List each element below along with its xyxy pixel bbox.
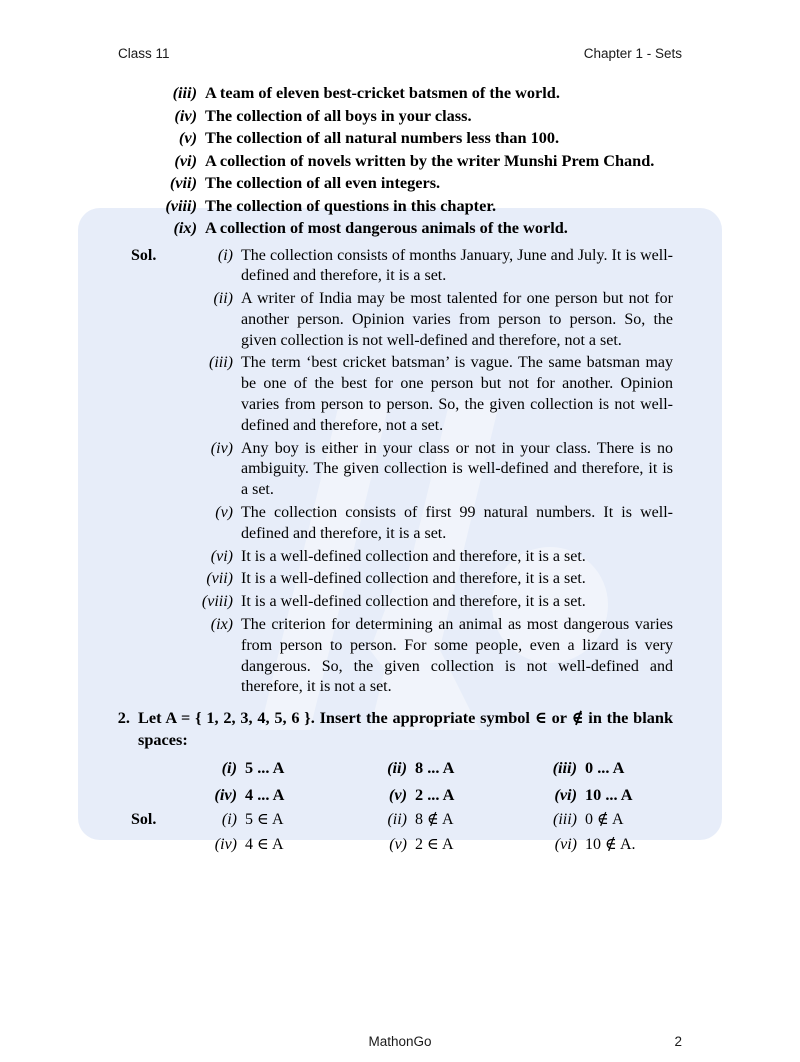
question-item-marker: (vii) xyxy=(169,173,197,192)
grid-cell-marker: (i) xyxy=(221,757,237,777)
header-chapter-label: Chapter 1 - Sets xyxy=(583,46,682,61)
grid-row xyxy=(0,755,800,782)
question-item-marker: (viii) xyxy=(165,195,197,215)
question2-text: Let A = { 1, 2, 3, 4, 5, 6 }. Insert the appropriate symbol ∈ or ∉ in the blank spaces: xyxy=(138,708,673,750)
grid-cells xyxy=(185,782,800,807)
grid-cell-marker: (ii) xyxy=(387,811,407,829)
question-item-text: A collection of novels written by the writer Munshi Prem Chand. xyxy=(205,150,655,170)
solution-item-marker: (viii) xyxy=(201,593,233,611)
question-item-marker: (iii) xyxy=(172,83,197,102)
question-item xyxy=(0,150,800,172)
solution-item xyxy=(0,592,800,613)
question2-row xyxy=(0,707,800,751)
grid-cell-body: 2 ... A xyxy=(415,784,455,804)
solution-item xyxy=(0,289,800,351)
solution-item-marker: (vi) xyxy=(210,547,233,565)
grid-cells xyxy=(185,833,800,858)
grid-cell-marker: (v) xyxy=(388,784,407,804)
solution-item-marker: (i) xyxy=(217,246,233,264)
grid-cell xyxy=(525,755,695,780)
solution-item-text: It is a well-defined collection and therefore, it is a set. xyxy=(241,547,586,565)
grid-cell-body: 0 ∉ A xyxy=(585,811,624,829)
grid-cell-body: 0 ... A xyxy=(585,757,625,777)
solution-item-text: The criterion for determining an animal as most dangerous varies from person to person. For some people, even a lizard is very dangerous. So, the given collection is not well-defined and therefore, it is not a set. xyxy=(241,616,673,696)
grid-cell-marker: (iii) xyxy=(553,811,577,829)
grid-cell xyxy=(525,808,695,833)
grid-row xyxy=(0,782,800,809)
solution-item xyxy=(0,353,800,436)
solution-item-text: It is a well-defined collection and therefore, it is a set. xyxy=(241,570,586,588)
question2-block xyxy=(0,707,800,751)
grid-cell xyxy=(185,755,355,780)
solution-item-marker: (v) xyxy=(215,504,233,522)
grid-cell-marker: (v) xyxy=(389,836,407,854)
question-item-marker: (ix) xyxy=(173,218,197,237)
grid-cell-marker: (iii) xyxy=(552,757,577,777)
solution1-list xyxy=(0,246,800,699)
solution-item-marker: (iv) xyxy=(210,439,233,457)
solution-item-marker: (vii) xyxy=(206,570,233,588)
grid-cell xyxy=(185,782,355,807)
running-header xyxy=(118,46,682,61)
grid-cell-marker: (vi) xyxy=(554,784,577,804)
question-item xyxy=(0,82,800,104)
solution-item xyxy=(0,439,800,501)
grid-cell xyxy=(525,782,695,807)
question-item xyxy=(0,172,800,194)
grid-cell-marker: (i) xyxy=(221,811,237,829)
question-item xyxy=(0,105,800,127)
grid-row xyxy=(0,833,800,858)
footer-brand: MathonGo xyxy=(368,1034,432,1049)
question-item-text: A collection of most dangerous animals of the world. xyxy=(205,218,568,237)
solution-item-marker: (ix) xyxy=(210,616,233,634)
solution-item xyxy=(0,615,800,698)
grid-cell-marker: (vi) xyxy=(554,836,577,854)
grid-cell-body: 10 ∉ A. xyxy=(585,836,636,854)
question-item xyxy=(0,195,800,217)
grid-cell-body: 8 ... A xyxy=(415,757,455,777)
grid-cells xyxy=(185,755,800,780)
solution-item-marker: (iii) xyxy=(209,354,233,372)
solution-item-text: The term ‘best cricket batsman’ is vague. The same batsman may be one of the best for one person but not for another. Opinion varies from person to person. So, the given collection is not well-defined and therefore, not a set. xyxy=(241,354,673,434)
grid-cell-body: 4 ∈ A xyxy=(245,836,284,854)
grid-cell xyxy=(355,808,525,833)
question2-answer-grid xyxy=(0,755,800,858)
grid-cell-body: 4 ... A xyxy=(245,784,285,804)
question-item-text: The collection of all even integers. xyxy=(205,173,441,192)
solution-label: Sol. xyxy=(131,246,157,264)
page-content xyxy=(0,82,800,858)
footer-page-number: 2 xyxy=(674,1034,682,1049)
grid-cell xyxy=(525,833,695,858)
grid-cell-body: 2 ∈ A xyxy=(415,836,454,854)
question-item-text: The collection of all boys in your class. xyxy=(205,105,472,125)
solution-item-text: It is a well-defined collection and therefore, it is a set. xyxy=(241,593,586,611)
grid-cell xyxy=(355,833,525,858)
grid-cell-body: 5 ∈ A xyxy=(245,811,284,829)
solution-item-text: A writer of India may be most talented for one person but not for another person. Opinion varies from person to person. So, the given collection is not well-defined and therefore, not a set. xyxy=(241,290,673,349)
solution-item-marker: (ii) xyxy=(213,290,233,308)
grid-cell-body: 10 ... A xyxy=(585,784,633,804)
grid-cell-body: 5 ... A xyxy=(245,757,285,777)
grid-cell-marker: (iv) xyxy=(214,836,237,854)
question1-list xyxy=(0,82,800,239)
grid-cell xyxy=(185,833,355,858)
grid-cell xyxy=(355,755,525,780)
grid-cell-body: 8 ∉ A xyxy=(415,811,454,829)
grid-cell xyxy=(185,808,355,833)
question-item-marker: (v) xyxy=(178,128,197,147)
grid-row xyxy=(0,808,800,833)
solution-item xyxy=(0,503,800,545)
grid-cells xyxy=(185,808,800,833)
question-item xyxy=(0,217,800,239)
solution-item-text: The collection consists of months January, June and July. It is well-defined and therefore, it is a set. xyxy=(241,246,673,285)
grid-cell-marker: (ii) xyxy=(387,757,407,777)
question-item xyxy=(0,127,800,149)
header-class-label: Class 11 xyxy=(118,46,170,61)
solution-item-text: Any boy is either in your class or not in your class. There is no ambiguity. The given collection is well-defined and therefore, it is a set. xyxy=(241,439,673,499)
grid-cell xyxy=(355,782,525,807)
solution-item xyxy=(0,547,800,568)
grid-solution-label: Sol. xyxy=(131,811,157,829)
question-item-text: The collection of all natural numbers less than 100. xyxy=(205,128,560,147)
question-item-text: The collection of questions in this chapter. xyxy=(205,195,497,215)
question2-marker: 2. xyxy=(117,708,130,728)
grid-cell-marker: (iv) xyxy=(214,784,237,804)
solution-item xyxy=(0,246,800,288)
solution-item-text: The collection consists of first 99 natural numbers. It is well-defined and therefore, it is a set. xyxy=(241,504,673,542)
question-item-marker: (iv) xyxy=(174,105,197,125)
question-item-marker: (vi) xyxy=(174,150,197,170)
solution-item xyxy=(0,569,800,590)
question-item-text: A team of eleven best-cricket batsmen of the world. xyxy=(205,83,560,102)
